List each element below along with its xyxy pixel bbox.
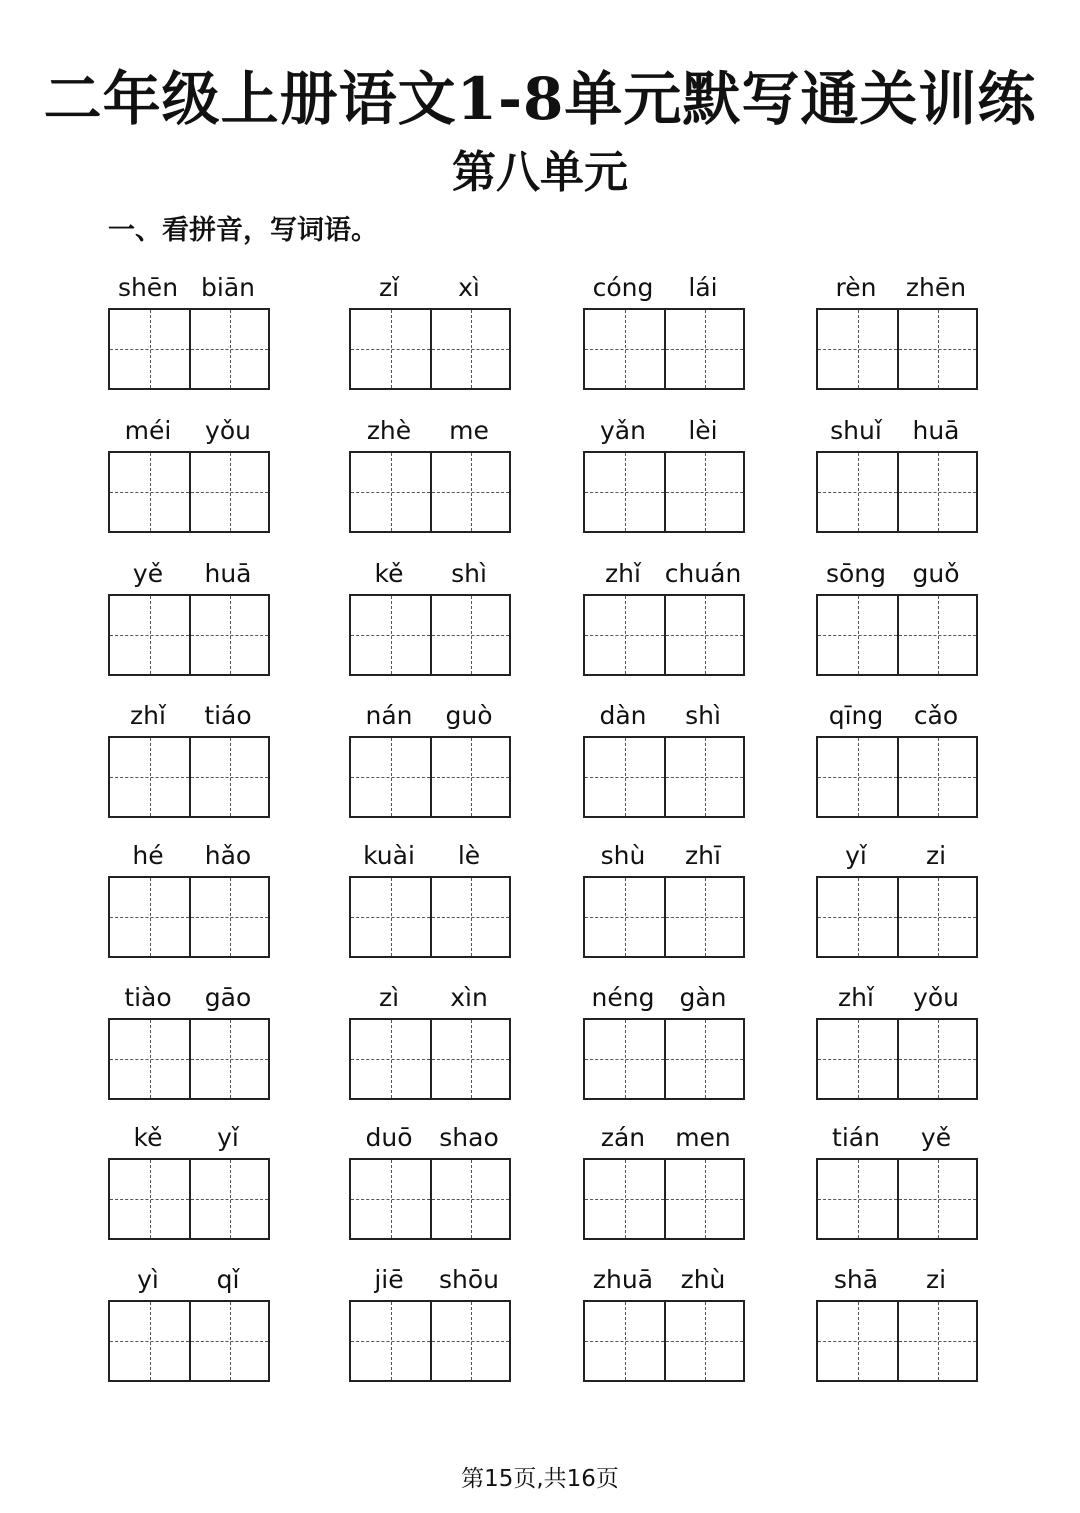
writing-cell[interactable] — [585, 878, 664, 956]
pinyin-row — [349, 270, 511, 306]
word-item — [583, 413, 745, 531]
writing-grid — [816, 451, 978, 533]
writing-grid — [816, 1300, 978, 1382]
writing-grid — [108, 1300, 270, 1382]
writing-cell[interactable] — [189, 738, 268, 816]
writing-cell[interactable] — [818, 1160, 897, 1238]
word-item — [583, 270, 745, 388]
pinyin-syllable: yǒu — [913, 983, 959, 1012]
writing-grid — [583, 736, 745, 818]
pinyin-syllable: duō — [365, 1123, 413, 1152]
pinyin-row — [349, 980, 511, 1016]
writing-grid — [583, 308, 745, 390]
pinyin-syllable: yě — [132, 559, 164, 588]
writing-cell[interactable] — [664, 1302, 743, 1380]
writing-cell[interactable] — [585, 1020, 664, 1098]
writing-cell[interactable] — [351, 453, 430, 531]
writing-cell[interactable] — [664, 453, 743, 531]
writing-cell[interactable] — [664, 1020, 743, 1098]
word-item — [583, 838, 745, 956]
pinyin-syllable: rèn — [835, 273, 877, 302]
pinyin-row — [108, 556, 270, 592]
writing-grid — [349, 876, 511, 958]
pinyin-row — [583, 698, 745, 734]
writing-cell[interactable] — [664, 738, 743, 816]
writing-grid — [583, 451, 745, 533]
pinyin-syllable: huā — [204, 559, 252, 588]
writing-cell[interactable] — [664, 878, 743, 956]
pinyin-syllable: zhēn — [905, 273, 967, 302]
pinyin-syllable: lái — [688, 273, 718, 302]
writing-cell[interactable] — [818, 310, 897, 388]
pinyin-syllable: chuán — [664, 559, 742, 588]
pinyin-syllable: qīng — [828, 701, 884, 730]
pinyin-syllable: jiē — [374, 1265, 404, 1294]
pinyin-syllable: shōu — [438, 1265, 499, 1294]
writing-cell[interactable] — [897, 310, 976, 388]
writing-grid — [349, 308, 511, 390]
writing-cell[interactable] — [818, 453, 897, 531]
pinyin-syllable: yǎn — [600, 416, 646, 445]
writing-grid — [108, 1018, 270, 1100]
word-item — [816, 980, 978, 1098]
writing-cell[interactable] — [189, 1302, 268, 1380]
pinyin-syllable: shao — [439, 1123, 499, 1152]
section-heading: 一、看拼音，写词语。 — [108, 215, 378, 246]
writing-cell[interactable] — [818, 1302, 897, 1380]
writing-cell[interactable] — [351, 878, 430, 956]
pinyin-row — [349, 698, 511, 734]
writing-cell[interactable] — [664, 1160, 743, 1238]
writing-cell[interactable] — [430, 1020, 509, 1098]
pinyin-syllable: biān — [201, 273, 255, 302]
writing-grid — [816, 1158, 978, 1240]
writing-grid — [349, 451, 511, 533]
writing-grid — [583, 594, 745, 676]
word-item — [349, 1120, 511, 1238]
writing-cell[interactable] — [897, 1160, 976, 1238]
pinyin-syllable: yì — [137, 1265, 159, 1294]
pinyin-row — [816, 270, 978, 306]
word-item — [349, 413, 511, 531]
pinyin-syllable: qǐ — [216, 1265, 240, 1294]
word-item — [816, 270, 978, 388]
pinyin-syllable: shuǐ — [830, 416, 882, 445]
pinyin-row — [583, 1262, 745, 1298]
writing-grid — [816, 594, 978, 676]
pinyin-syllable: sōng — [825, 559, 887, 588]
pinyin-syllable: lè — [457, 841, 481, 870]
word-item — [583, 698, 745, 816]
writing-grid — [108, 736, 270, 818]
pinyin-syllable: shù — [600, 841, 646, 870]
writing-cell[interactable] — [897, 738, 976, 816]
writing-grid — [108, 308, 270, 390]
word-item — [349, 1262, 511, 1380]
writing-cell[interactable] — [189, 1160, 268, 1238]
writing-grid — [583, 876, 745, 958]
pinyin-row — [816, 980, 978, 1016]
writing-cell[interactable] — [818, 596, 897, 674]
word-item — [349, 698, 511, 816]
pinyin-syllable: guò — [445, 701, 493, 730]
writing-cell[interactable] — [351, 738, 430, 816]
writing-cell[interactable] — [351, 1302, 430, 1380]
writing-cell[interactable] — [585, 453, 664, 531]
writing-cell[interactable] — [351, 1160, 430, 1238]
pinyin-syllable: hǎo — [204, 841, 252, 870]
pinyin-syllable: nán — [365, 701, 413, 730]
writing-cell[interactable] — [351, 596, 430, 674]
writing-cell[interactable] — [430, 738, 509, 816]
pinyin-row — [349, 413, 511, 449]
pinyin-row — [583, 556, 745, 592]
word-item — [816, 698, 978, 816]
writing-cell[interactable] — [430, 1302, 509, 1380]
pinyin-row — [349, 1262, 511, 1298]
pinyin-syllable: zhǐ — [838, 983, 874, 1012]
word-item — [583, 980, 745, 1098]
pinyin-row — [816, 556, 978, 592]
pinyin-syllable: yǐ — [217, 1123, 239, 1152]
word-item — [816, 413, 978, 531]
writing-cell[interactable] — [897, 1302, 976, 1380]
pinyin-row — [816, 698, 978, 734]
pinyin-row — [583, 1120, 745, 1156]
writing-grid — [108, 594, 270, 676]
word-item — [816, 1120, 978, 1238]
writing-cell[interactable] — [351, 310, 430, 388]
pinyin-syllable: shì — [685, 701, 721, 730]
writing-cell[interactable] — [818, 738, 897, 816]
writing-cell[interactable] — [189, 310, 268, 388]
writing-cell[interactable] — [430, 878, 509, 956]
word-item — [108, 270, 270, 388]
writing-grid — [349, 594, 511, 676]
writing-cell[interactable] — [110, 1020, 189, 1098]
pinyin-syllable: hé — [132, 841, 164, 870]
word-item — [108, 1262, 270, 1380]
writing-cell[interactable] — [664, 310, 743, 388]
word-item — [349, 980, 511, 1098]
writing-cell[interactable] — [585, 1160, 664, 1238]
writing-grid — [108, 876, 270, 958]
pinyin-row — [583, 270, 745, 306]
pinyin-row — [816, 413, 978, 449]
pinyin-syllable: lèi — [688, 416, 718, 445]
pinyin-syllable: tiáo — [204, 701, 252, 730]
word-item — [108, 980, 270, 1098]
word-item — [583, 1262, 745, 1380]
pinyin-syllable: gāo — [204, 983, 252, 1012]
worksheet-title: 二年级上册语文1-8单元默写通关训练 — [43, 65, 1037, 133]
pinyin-syllable: zhī — [685, 841, 721, 870]
pinyin-syllable: tiào — [124, 983, 172, 1012]
pinyin-syllable: kě — [133, 1123, 163, 1152]
pinyin-row — [583, 838, 745, 874]
writing-grid — [583, 1300, 745, 1382]
word-item — [108, 838, 270, 956]
pinyin-row — [816, 1262, 978, 1298]
word-item — [108, 1120, 270, 1238]
pinyin-row — [349, 1120, 511, 1156]
pinyin-row — [349, 838, 511, 874]
pinyin-syllable: zhǐ — [130, 701, 166, 730]
writing-grid — [349, 736, 511, 818]
pinyin-syllable: yě — [920, 1123, 952, 1152]
writing-cell[interactable] — [430, 596, 509, 674]
word-item — [816, 556, 978, 674]
pinyin-syllable: gàn — [679, 983, 727, 1012]
pinyin-row — [583, 980, 745, 1016]
word-item — [583, 556, 745, 674]
writing-cell[interactable] — [430, 453, 509, 531]
pinyin-syllable: tián — [832, 1123, 880, 1152]
pinyin-row — [108, 1262, 270, 1298]
pinyin-row — [349, 556, 511, 592]
pinyin-syllable: shì — [451, 559, 487, 588]
writing-cell[interactable] — [110, 878, 189, 956]
writing-grid — [583, 1018, 745, 1100]
writing-cell[interactable] — [351, 1020, 430, 1098]
writing-cell[interactable] — [585, 596, 664, 674]
writing-cell[interactable] — [585, 738, 664, 816]
pinyin-syllable: dàn — [599, 701, 647, 730]
pinyin-syllable: zi — [925, 841, 947, 870]
word-item — [349, 270, 511, 388]
pinyin-row — [583, 413, 745, 449]
writing-cell[interactable] — [664, 596, 743, 674]
writing-cell[interactable] — [110, 596, 189, 674]
pinyin-syllable: shēn — [117, 273, 179, 302]
pinyin-syllable: zán — [600, 1123, 646, 1152]
writing-grid — [816, 308, 978, 390]
pinyin-syllable: huā — [912, 416, 960, 445]
writing-cell[interactable] — [110, 1302, 189, 1380]
word-item — [108, 556, 270, 674]
writing-cell[interactable] — [430, 1160, 509, 1238]
pinyin-syllable: zhù — [680, 1265, 726, 1294]
writing-cell[interactable] — [189, 453, 268, 531]
writing-grid — [816, 736, 978, 818]
writing-grid — [349, 1300, 511, 1382]
pinyin-row — [108, 980, 270, 1016]
pinyin-syllable: me — [449, 416, 489, 445]
writing-cell[interactable] — [110, 1160, 189, 1238]
writing-grid — [816, 876, 978, 958]
writing-grid — [349, 1018, 511, 1100]
writing-cell[interactable] — [897, 596, 976, 674]
pinyin-syllable: cǎo — [913, 701, 959, 730]
word-item — [349, 556, 511, 674]
writing-grid — [583, 1158, 745, 1240]
word-item — [349, 838, 511, 956]
pinyin-syllable: zǐ — [378, 273, 400, 302]
pinyin-syllable: guǒ — [912, 559, 960, 588]
pinyin-syllable: yǒu — [205, 416, 251, 445]
page-number: 第15页,共16页 — [461, 1466, 619, 1492]
pinyin-syllable: kuài — [363, 841, 415, 870]
pinyin-row — [108, 1120, 270, 1156]
pinyin-syllable: xì — [458, 273, 480, 302]
pinyin-syllable: shā — [833, 1265, 879, 1294]
writing-cell[interactable] — [110, 310, 189, 388]
writing-grid — [816, 1018, 978, 1100]
writing-grid — [108, 451, 270, 533]
pinyin-syllable: zhè — [366, 416, 412, 445]
writing-cell[interactable] — [110, 453, 189, 531]
writing-cell[interactable] — [110, 738, 189, 816]
writing-cell[interactable] — [189, 1020, 268, 1098]
pinyin-syllable: zì — [378, 983, 400, 1012]
pinyin-syllable: kě — [374, 559, 404, 588]
word-item — [108, 698, 270, 816]
pinyin-syllable: zhuā — [592, 1265, 654, 1294]
pinyin-row — [108, 413, 270, 449]
writing-cell[interactable] — [189, 596, 268, 674]
pinyin-syllable: yǐ — [845, 841, 867, 870]
word-item — [816, 838, 978, 956]
writing-cell[interactable] — [585, 310, 664, 388]
writing-cell[interactable] — [189, 878, 268, 956]
pinyin-row — [816, 1120, 978, 1156]
unit-title: 第八单元 — [452, 147, 628, 198]
writing-cell[interactable] — [818, 1020, 897, 1098]
writing-cell[interactable] — [897, 878, 976, 956]
pinyin-syllable: zi — [925, 1265, 947, 1294]
pinyin-syllable: cóng — [592, 273, 654, 302]
writing-cell[interactable] — [897, 1020, 976, 1098]
word-item — [108, 413, 270, 531]
pinyin-syllable: méi — [124, 416, 172, 445]
pinyin-row — [108, 838, 270, 874]
pinyin-syllable: men — [675, 1123, 731, 1152]
writing-cell[interactable] — [585, 1302, 664, 1380]
writing-grid — [108, 1158, 270, 1240]
writing-cell[interactable] — [430, 310, 509, 388]
pinyin-syllable: néng — [591, 983, 655, 1012]
word-item — [583, 1120, 745, 1238]
writing-cell[interactable] — [818, 878, 897, 956]
writing-grid — [349, 1158, 511, 1240]
word-item — [816, 1262, 978, 1380]
pinyin-row — [816, 838, 978, 874]
pinyin-syllable: zhǐ — [605, 559, 641, 588]
pinyin-row — [108, 698, 270, 734]
pinyin-syllable: xìn — [450, 983, 488, 1012]
writing-cell[interactable] — [897, 453, 976, 531]
pinyin-row — [108, 270, 270, 306]
